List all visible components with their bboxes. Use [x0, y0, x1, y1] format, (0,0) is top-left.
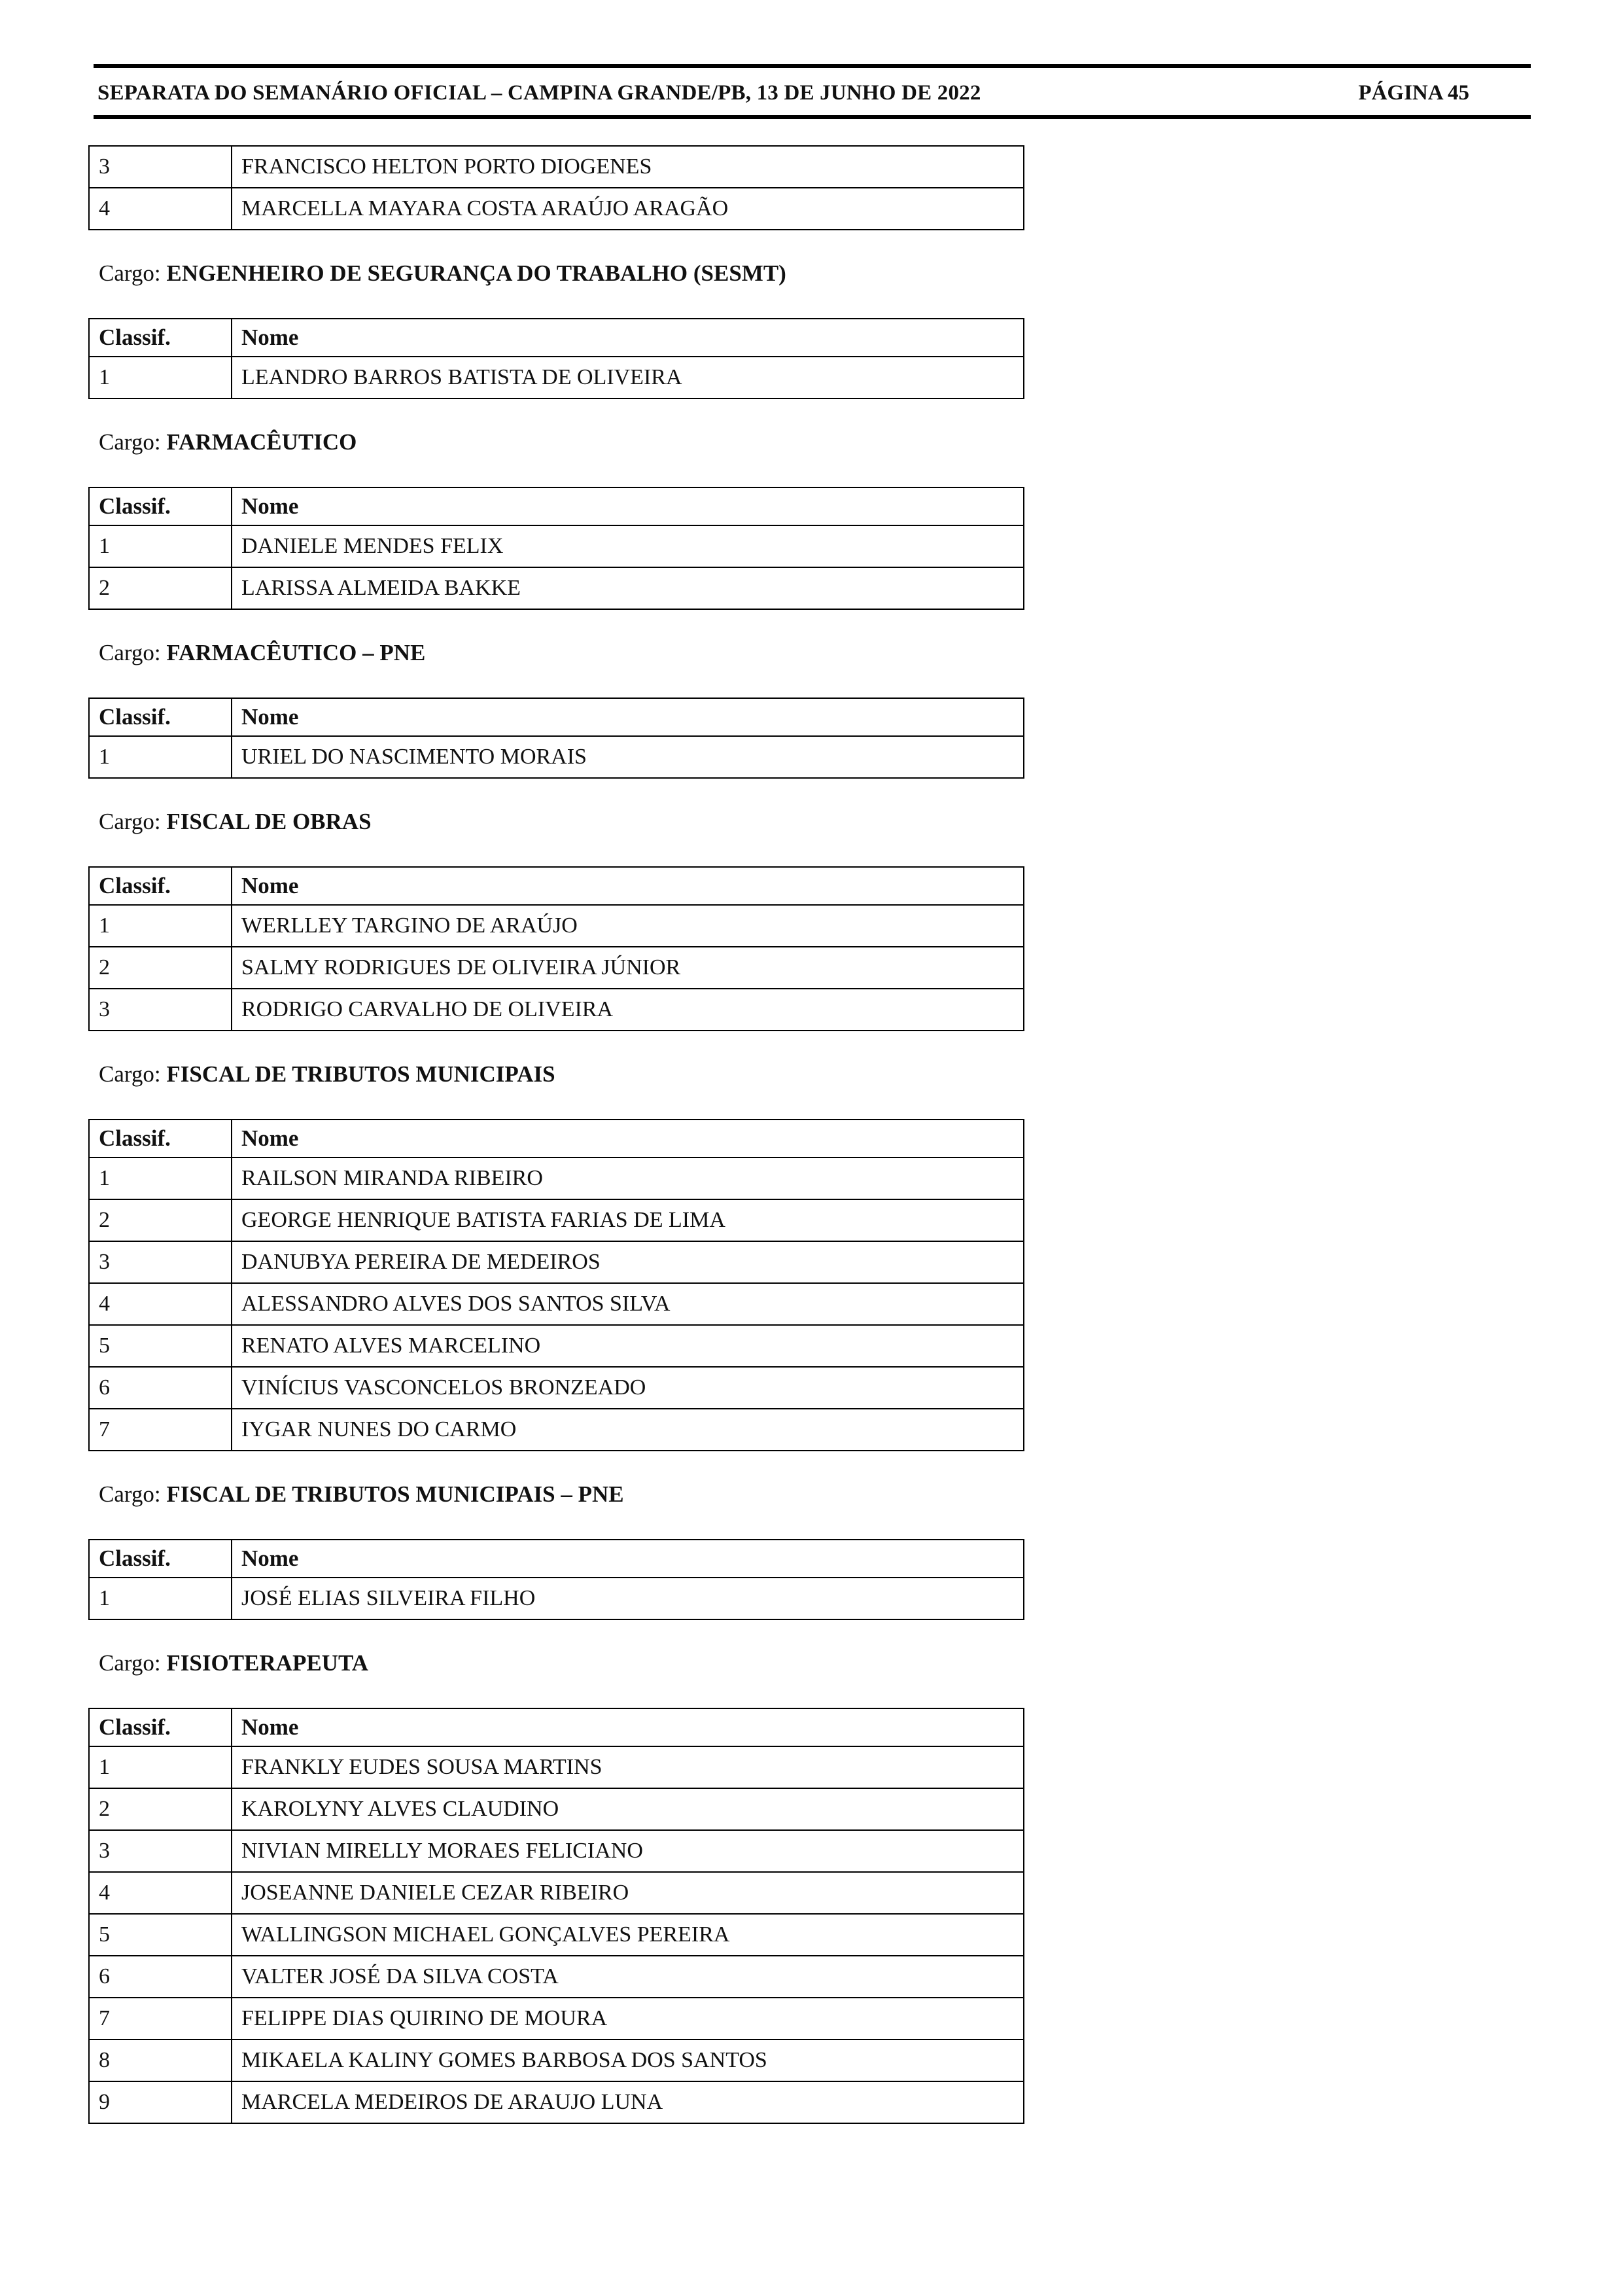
content-area	[88, 145, 1030, 2124]
classif-cell: 1	[89, 736, 232, 778]
cargo-name: FISIOTERAPEUTA	[166, 1650, 368, 1676]
nome-cell: MIKAELA KALINY GOMES BARBOSA DOS SANTOS	[232, 2040, 1024, 2081]
table-row	[89, 1998, 1024, 2040]
table-row	[89, 1367, 1024, 1409]
cargo-heading	[99, 1481, 1030, 1508]
cargo-heading	[99, 809, 1030, 835]
cargo-heading	[99, 1061, 1030, 1087]
table-row	[89, 1788, 1024, 1830]
cargo-prefix: Cargo:	[99, 260, 161, 286]
nome-cell: DANIELE MENDES FELIX	[232, 525, 1024, 567]
table-row	[89, 567, 1024, 609]
nome-cell: JOSÉ ELIAS SILVEIRA FILHO	[232, 1578, 1024, 1619]
classif-cell: 2	[89, 567, 232, 609]
classification-table	[88, 1708, 1024, 2124]
cargo-heading	[99, 260, 1030, 287]
cargo-heading	[99, 1650, 1030, 1676]
column-header-classif: Classif.	[89, 698, 232, 736]
table-row	[89, 1283, 1024, 1325]
table-row	[89, 1199, 1024, 1241]
classif-cell: 4	[89, 188, 232, 230]
classif-cell: 5	[89, 1325, 232, 1367]
classif-cell: 5	[89, 1914, 232, 1956]
table-row	[89, 1956, 1024, 1998]
cargo-heading	[99, 640, 1030, 666]
column-header-nome: Nome	[232, 1540, 1024, 1578]
table-header-row	[89, 867, 1024, 905]
nome-cell: NIVIAN MIRELLY MORAES FELICIANO	[232, 1830, 1024, 1872]
classif-cell: 3	[89, 146, 232, 188]
table-row	[89, 1409, 1024, 1451]
table-row	[89, 1578, 1024, 1619]
classif-cell: 1	[89, 357, 232, 398]
table-row	[89, 357, 1024, 398]
nome-cell: LARISSA ALMEIDA BAKKE	[232, 567, 1024, 609]
nome-cell: RODRIGO CARVALHO DE OLIVEIRA	[232, 989, 1024, 1031]
cargo-prefix: Cargo:	[99, 640, 161, 665]
cargo-name: FARMACÊUTICO	[166, 429, 357, 455]
cargo-name: FARMACÊUTICO – PNE	[166, 640, 426, 665]
table-row	[89, 1241, 1024, 1283]
column-header-classif: Classif.	[89, 1120, 232, 1157]
column-header-nome: Nome	[232, 698, 1024, 736]
classification-table	[88, 698, 1024, 779]
cargo-name: FISCAL DE TRIBUTOS MUNICIPAIS	[166, 1061, 555, 1087]
nome-cell: RENATO ALVES MARCELINO	[232, 1325, 1024, 1367]
classif-cell: 2	[89, 1788, 232, 1830]
classif-cell: 2	[89, 1199, 232, 1241]
cargo-prefix: Cargo:	[99, 1061, 161, 1087]
table-header-row	[89, 1120, 1024, 1157]
nome-cell: VINÍCIUS VASCONCELOS BRONZEADO	[232, 1367, 1024, 1409]
classification-table	[88, 487, 1024, 610]
cargo-prefix: Cargo:	[99, 1481, 161, 1507]
nome-cell: FELIPPE DIAS QUIRINO DE MOURA	[232, 1998, 1024, 2040]
classif-cell: 1	[89, 1746, 232, 1788]
classif-cell: 8	[89, 2040, 232, 2081]
classif-cell: 6	[89, 1367, 232, 1409]
classification-table	[88, 1539, 1024, 1620]
column-header-nome: Nome	[232, 1120, 1024, 1157]
table-header-row	[89, 487, 1024, 525]
classif-cell: 4	[89, 1283, 232, 1325]
page-header	[94, 64, 1531, 119]
nome-cell: GEORGE HENRIQUE BATISTA FARIAS DE LIMA	[232, 1199, 1024, 1241]
nome-cell: WALLINGSON MICHAEL GONÇALVES PEREIRA	[232, 1914, 1024, 1956]
column-header-classif: Classif.	[89, 319, 232, 357]
cargo-name: FISCAL DE TRIBUTOS MUNICIPAIS – PNE	[166, 1481, 624, 1507]
classification-table	[88, 1119, 1024, 1451]
nome-cell: VALTER JOSÉ DA SILVA COSTA	[232, 1956, 1024, 1998]
column-header-nome: Nome	[232, 867, 1024, 905]
column-header-classif: Classif.	[89, 1540, 232, 1578]
classif-cell: 9	[89, 2081, 232, 2123]
nome-cell: LEANDRO BARROS BATISTA DE OLIVEIRA	[232, 357, 1024, 398]
nome-cell: URIEL DO NASCIMENTO MORAIS	[232, 736, 1024, 778]
table-row	[89, 525, 1024, 567]
classif-cell: 7	[89, 1998, 232, 2040]
column-header-nome: Nome	[232, 487, 1024, 525]
table-header-row	[89, 1708, 1024, 1746]
classif-cell: 3	[89, 1830, 232, 1872]
classification-table	[88, 145, 1024, 230]
nome-cell: FRANKLY EUDES SOUSA MARTINS	[232, 1746, 1024, 1788]
nome-cell: FRANCISCO HELTON PORTO DIOGENES	[232, 146, 1024, 188]
table-row	[89, 905, 1024, 947]
nome-cell: MARCELLA MAYARA COSTA ARAÚJO ARAGÃO	[232, 188, 1024, 230]
table-row	[89, 1872, 1024, 1914]
cargo-name: FISCAL DE OBRAS	[166, 809, 372, 834]
classif-cell: 3	[89, 1241, 232, 1283]
page-number: PÁGINA 45	[1358, 81, 1469, 105]
nome-cell: WERLLEY TARGINO DE ARAÚJO	[232, 905, 1024, 947]
table-header-row	[89, 698, 1024, 736]
column-header-classif: Classif.	[89, 867, 232, 905]
nome-cell: KAROLYNY ALVES CLAUDINO	[232, 1788, 1024, 1830]
classif-cell: 3	[89, 989, 232, 1031]
column-header-classif: Classif.	[89, 1708, 232, 1746]
column-header-nome: Nome	[232, 1708, 1024, 1746]
classif-cell: 1	[89, 905, 232, 947]
table-row	[89, 989, 1024, 1031]
table-header-row	[89, 1540, 1024, 1578]
column-header-nome: Nome	[232, 319, 1024, 357]
nome-cell: SALMY RODRIGUES DE OLIVEIRA JÚNIOR	[232, 947, 1024, 989]
nome-cell: ALESSANDRO ALVES DOS SANTOS SILVA	[232, 1283, 1024, 1325]
classif-cell: 2	[89, 947, 232, 989]
nome-cell: IYGAR NUNES DO CARMO	[232, 1409, 1024, 1451]
column-header-classif: Classif.	[89, 487, 232, 525]
classif-cell: 1	[89, 1578, 232, 1619]
nome-cell: RAILSON MIRANDA RIBEIRO	[232, 1157, 1024, 1199]
cargo-heading	[99, 429, 1030, 455]
table-row	[89, 1830, 1024, 1872]
classification-table	[88, 866, 1024, 1031]
table-row	[89, 146, 1024, 188]
table-row	[89, 947, 1024, 989]
table-row	[89, 188, 1024, 230]
nome-cell: JOSEANNE DANIELE CEZAR RIBEIRO	[232, 1872, 1024, 1914]
table-row	[89, 736, 1024, 778]
classif-cell: 6	[89, 1956, 232, 1998]
cargo-name: ENGENHEIRO DE SEGURANÇA DO TRABALHO (SESMT)	[166, 260, 786, 286]
classification-table	[88, 318, 1024, 399]
header-title: SEPARATA DO SEMANÁRIO OFICIAL – CAMPINA GRANDE/PB, 13 DE JUNHO DE 2022	[97, 81, 981, 105]
classif-cell: 4	[89, 1872, 232, 1914]
table-row	[89, 1157, 1024, 1199]
table-row	[89, 1325, 1024, 1367]
classif-cell: 7	[89, 1409, 232, 1451]
table-header-row	[89, 319, 1024, 357]
nome-cell: DANUBYA PEREIRA DE MEDEIROS	[232, 1241, 1024, 1283]
table-row	[89, 2081, 1024, 2123]
cargo-prefix: Cargo:	[99, 1650, 161, 1676]
table-row	[89, 1914, 1024, 1956]
table-row	[89, 2040, 1024, 2081]
cargo-prefix: Cargo:	[99, 429, 161, 455]
table-row	[89, 1746, 1024, 1788]
nome-cell: MARCELA MEDEIROS DE ARAUJO LUNA	[232, 2081, 1024, 2123]
classif-cell: 1	[89, 525, 232, 567]
classif-cell: 1	[89, 1157, 232, 1199]
cargo-prefix: Cargo:	[99, 809, 161, 834]
